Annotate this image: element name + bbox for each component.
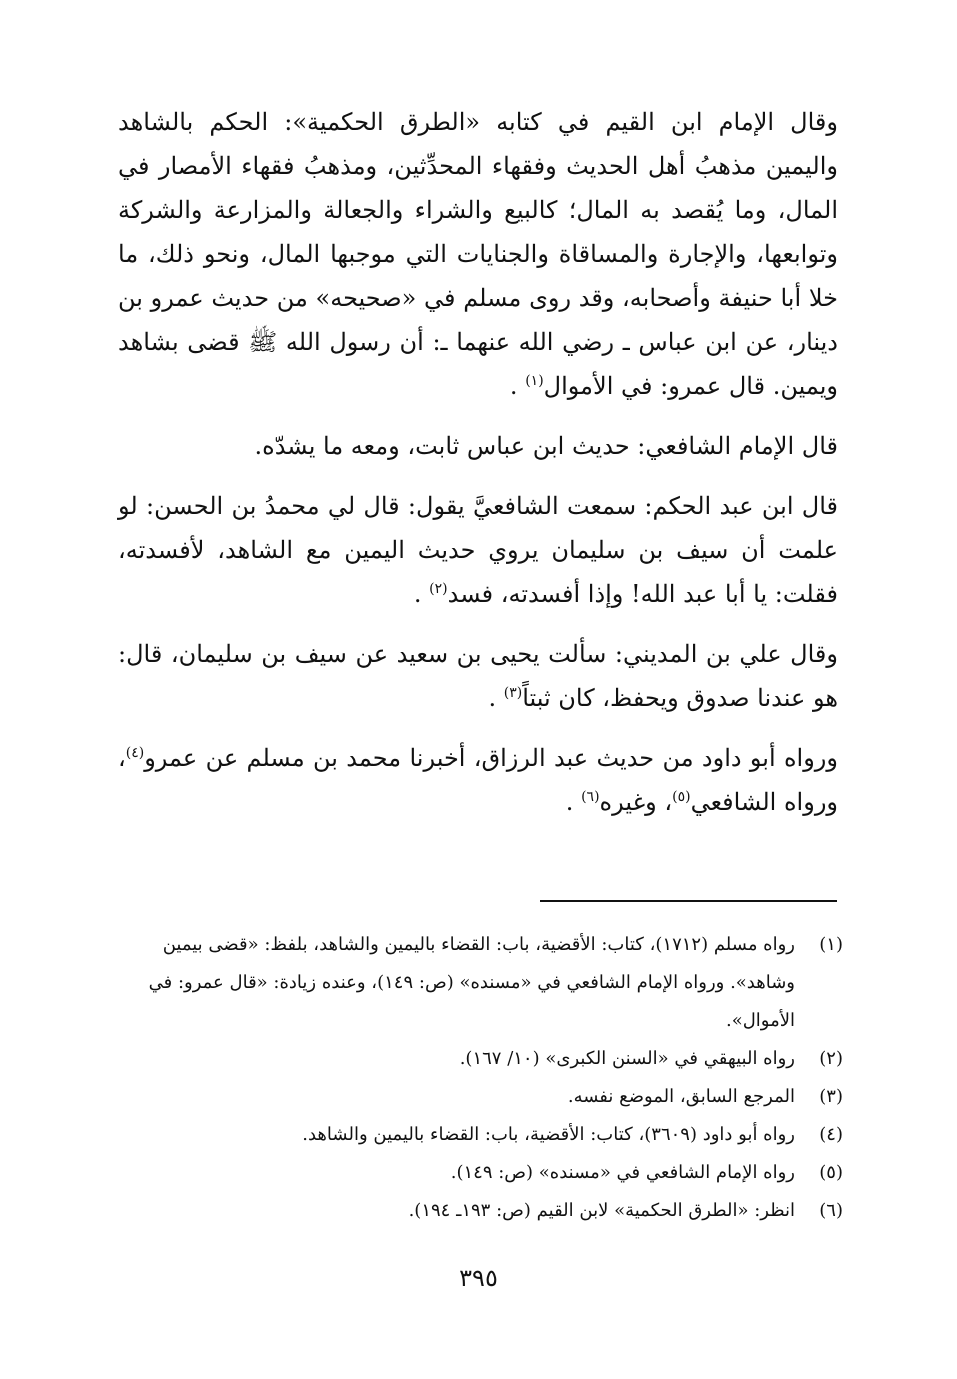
- paragraph-4-text: وقال علي بن المديني: سألت يحيى بن سعيد عن سيف بن سليمان، قال: هو عندنا صدوق ويحفظ، كان ثبتاً: [118, 640, 838, 712]
- footnote-5: [118, 1154, 843, 1192]
- paragraph-1: [118, 100, 838, 408]
- paragraph-5-mid: ، ورواه الشافعي: [118, 744, 838, 816]
- paragraph-4: [118, 632, 838, 720]
- footnote-4: [118, 1116, 843, 1154]
- paragraph-2-text: قال الإمام الشافعي: حديث ابن عباس ثابت، ومعه ما يشدّه.: [254, 432, 838, 460]
- footnote-ref-4[interactable]: (٤): [125, 745, 145, 761]
- footnote-number: (٥): [819, 1162, 843, 1183]
- paragraph-1-text: وقال الإمام ابن القيم في كتابه «الطرق الحكمية»: الحكم بالشاهد واليمين مذهبُ أهل الحديث وفقهاء المحدِّثين، ومذهبُ فقهاء الأمصار في المال، وما يُقصد به المال؛ كالبيع والشراء والجعالة والمزارعة والشركة وتوابعها، والإجارة والمساقاة والجنايات التي موجبها المال، ونحو ذلك، ما خلا أبا حنيفة وأصحابه، وقد روى مسلم في «صحيحه» من حديث عمرو بن دينار، عن ابن عباس ـ رضي الله عنهما ـ: أن رسول الله ﷺ قضى بشاهد ويمين. قال عمرو: في الأموال: [118, 108, 838, 400]
- footnote-number: (٦): [819, 1200, 843, 1221]
- paragraph-5-text: ورواه أبو داود من حديث عبد الرزاق، أخبرنا محمد بن مسلم عن عمرو: [144, 744, 838, 772]
- footnote-separator: [540, 900, 837, 902]
- period: .: [413, 580, 422, 608]
- footnote-ref-3[interactable]: (٣): [503, 685, 523, 701]
- period: .: [565, 788, 574, 816]
- period: .: [509, 372, 518, 400]
- paragraph-3: [118, 484, 838, 616]
- page-number: ٣٩٥: [459, 1264, 498, 1292]
- main-text: [118, 100, 838, 824]
- paragraph-3-text: قال ابن عبد الحكم: سمعت الشافعيَّ يقول: قال لي محمدُ بن الحسن: لو علمت أن سيف بن سليمان يروي حديث اليمين مع الشاهد، لأفسدته، فقلت: يا أبا عبد الله! وإذا أفسدته، فسد: [118, 492, 839, 608]
- footnote-ref-2[interactable]: (٢): [429, 581, 448, 597]
- footnote-ref-6[interactable]: (٦): [581, 789, 600, 805]
- footnote-text: المرجع السابق، الموضع نفسه.: [567, 1086, 795, 1107]
- footnote-text: رواه أبو داود (٣٦٠٩)، كتاب: الأقضية، باب: القضاء باليمين والشاهد.: [302, 1124, 795, 1145]
- footnote-2: [118, 1040, 843, 1078]
- footnote-number: (١): [819, 934, 843, 955]
- footnote-number: (٤): [819, 1124, 843, 1145]
- footnote-text: انظر: «الطرق الحكمية» لابن القيم (ص: ١٩٣ـ ١٩٤).: [408, 1200, 795, 1221]
- paragraph-5-mid2: ، وغيره: [599, 788, 673, 816]
- footnote-text: رواه الإمام الشافعي في «مسنده» (ص: ١٤٩).: [450, 1162, 795, 1183]
- footnote-ref-5[interactable]: (٥): [672, 789, 691, 805]
- footnotes: [118, 926, 843, 1230]
- footnote-text: رواه مسلم (١٧١٢)، كتاب: الأقضية، باب: القضاء باليمين والشاهد، بلفظ: «قضى بيمين وشاهد». ورواه الإمام الشافعي في «مسنده» (ص: ١٤٩)، وعنده زيادة: «قال عمرو: في الأموال».: [148, 934, 795, 1031]
- footnote-3: [118, 1078, 843, 1116]
- paragraph-2: [118, 424, 838, 468]
- footnote-6: [118, 1192, 843, 1230]
- footnote-number: (٢): [819, 1048, 843, 1069]
- footnote-text: رواه البيهقي في «السنن الكبرى» (١٠/ ١٦٧).: [459, 1048, 795, 1069]
- period: .: [488, 684, 497, 712]
- footnote-1: [118, 926, 843, 1040]
- footnote-number: (٣): [819, 1086, 843, 1107]
- footnote-ref-1[interactable]: (١): [525, 373, 544, 389]
- paragraph-5: [118, 736, 838, 824]
